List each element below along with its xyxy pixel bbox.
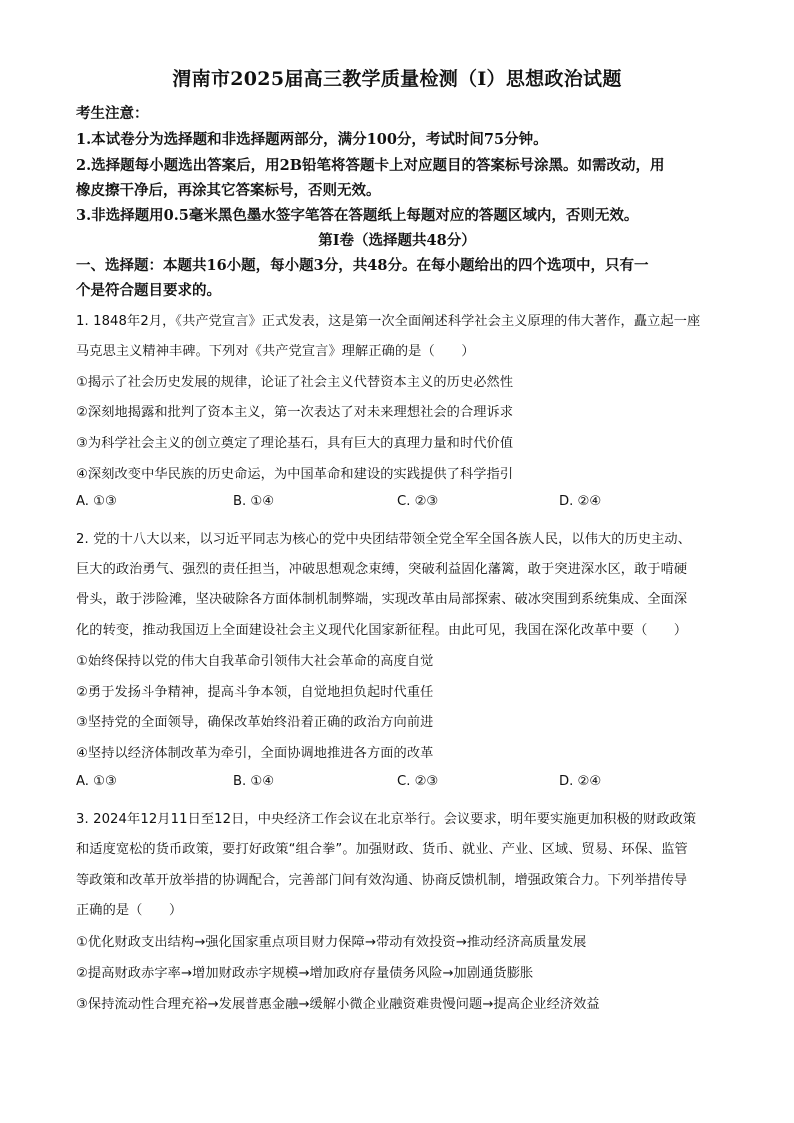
question-2-statement: ①始终保持以党的伟大自我革命引领伟大社会革命的高度自觉	[76, 654, 434, 669]
part-title: 第Ⅰ卷（选择题共48分）	[318, 232, 476, 249]
notice-item: 2.选择题每小题选出答案后，用2B铅笔将答题卡上对应题目的答案标号涂黑。如需改动，用	[76, 157, 665, 174]
question-1-text: 1. 1848年2月，《共产党宣言》正式发表，这是第一次全面阐述科学社会主义原理的伟大著作，矗立起一座	[76, 314, 701, 329]
question-2-text: 化的转变，推动我国迈上全面建设社会主义现代化国家新征程。由此可见，我国在深化改革中要（ ）	[76, 623, 688, 638]
question-1-text: 马克思主义精神丰碑。下列对《共产党宣言》理解正确的是（ ）	[76, 344, 475, 359]
question-2-text: 巨大的政治勇气、强烈的责任担当，冲破思想观念束缚，突破利益固化藩篱，敢于突进深水区，敢于啃硬	[76, 562, 688, 577]
question-3-text: 3. 2024年12月11日至12日，中央经济工作会议在北京举行。会议要求，明年要实施更加积极的财政政策	[76, 812, 697, 827]
question-3-text: 等政策和改革开放举措的协调配合，完善部门间有效沟通、协商反馈机制，增强政策合力。下列举措传导	[76, 873, 688, 888]
section-heading: 一、选择题：本题共16小题，每小题3分，共48分。在每小题给出的四个选项中，只有一	[76, 257, 649, 274]
question-1-option-c: C. ②③	[397, 494, 439, 509]
question-3-statement: ①优化财政支出结构→强化国家重点项目财力保障→带动有效投资→推动经济高质量发展	[76, 935, 587, 950]
question-1-option-b: B. ①④	[233, 494, 275, 509]
notice-item: 3.非选择题用0.5毫米黑色墨水签字笔答在答题纸上每题对应的答题区域内，否则无效。	[76, 207, 639, 224]
question-3-statement: ③保持流动性合理充裕→发展普惠金融→缓解小微企业融资难贵慢问题→提高企业经济效益	[76, 997, 600, 1012]
question-1-statement: ③为科学社会主义的创立奠定了理论基石，具有巨大的真理力量和时代价值	[76, 436, 514, 451]
question-2-option-b: B. ①④	[233, 774, 275, 789]
question-3-text: 和适度宽松的货币政策，要打好政策“组合拳”。加强财政、货币、就业、产业、区域、贸易、环保、监管	[76, 842, 688, 857]
question-1-statement: ②深刻地揭露和批判了资本主义，第一次表达了对未来理想社会的合理诉求	[76, 405, 514, 420]
question-1-statement: ①揭示了社会历史发展的规律，论证了社会主义代替资本主义的历史必然性	[76, 375, 514, 390]
question-1-option-d: D. ②④	[559, 494, 602, 509]
question-2-text: 2. 党的十八大以来，以习近平同志为核心的党中央团结带领全党全军全国各族人民，以伟大的历史主动、	[76, 532, 692, 547]
page-title: 渭南市2025届高三教学质量检测（I）思想政治试题	[172, 68, 622, 90]
question-2-text: 骨头，敢于涉险滩，坚决破除各方面体制机制弊端，实现改革由局部探索、破冰突围到系统集成、全面深	[76, 592, 688, 607]
question-1-statement: ④深刻改变中华民族的历史命运，为中国革命和建设的实践提供了科学指引	[76, 467, 514, 482]
notice-item: 1.本试卷分为选择题和非选择题两部分，满分100分，考试时间75分钟。	[76, 131, 548, 148]
question-2-option-d: D. ②④	[559, 774, 602, 789]
question-3-text: 正确的是（ ）	[76, 903, 183, 918]
question-2-option-a: A. ①③	[76, 774, 117, 789]
question-2-statement: ④坚持以经济体制改革为牵引，全面协调地推进各方面的改革	[76, 746, 434, 761]
notice-item: 橡皮擦干净后，再涂其它答案标号，否则无效。	[76, 182, 381, 199]
question-2-statement: ③坚持党的全面领导，确保改革始终沿着正确的政治方向前进	[76, 715, 434, 730]
question-2-statement: ②勇于发扬斗争精神，提高斗争本领，自觉地担负起时代重任	[76, 685, 434, 700]
question-2-option-c: C. ②③	[397, 774, 439, 789]
notice-heading: 考生注意：	[76, 105, 149, 122]
question-3-statement: ②提高财政赤字率→增加财政赤字规模→增加政府存量债务风险→加剧通货膨胀	[76, 966, 534, 981]
section-heading: 个是符合题目要求的。	[76, 282, 221, 299]
question-1-option-a: A. ①③	[76, 494, 117, 509]
